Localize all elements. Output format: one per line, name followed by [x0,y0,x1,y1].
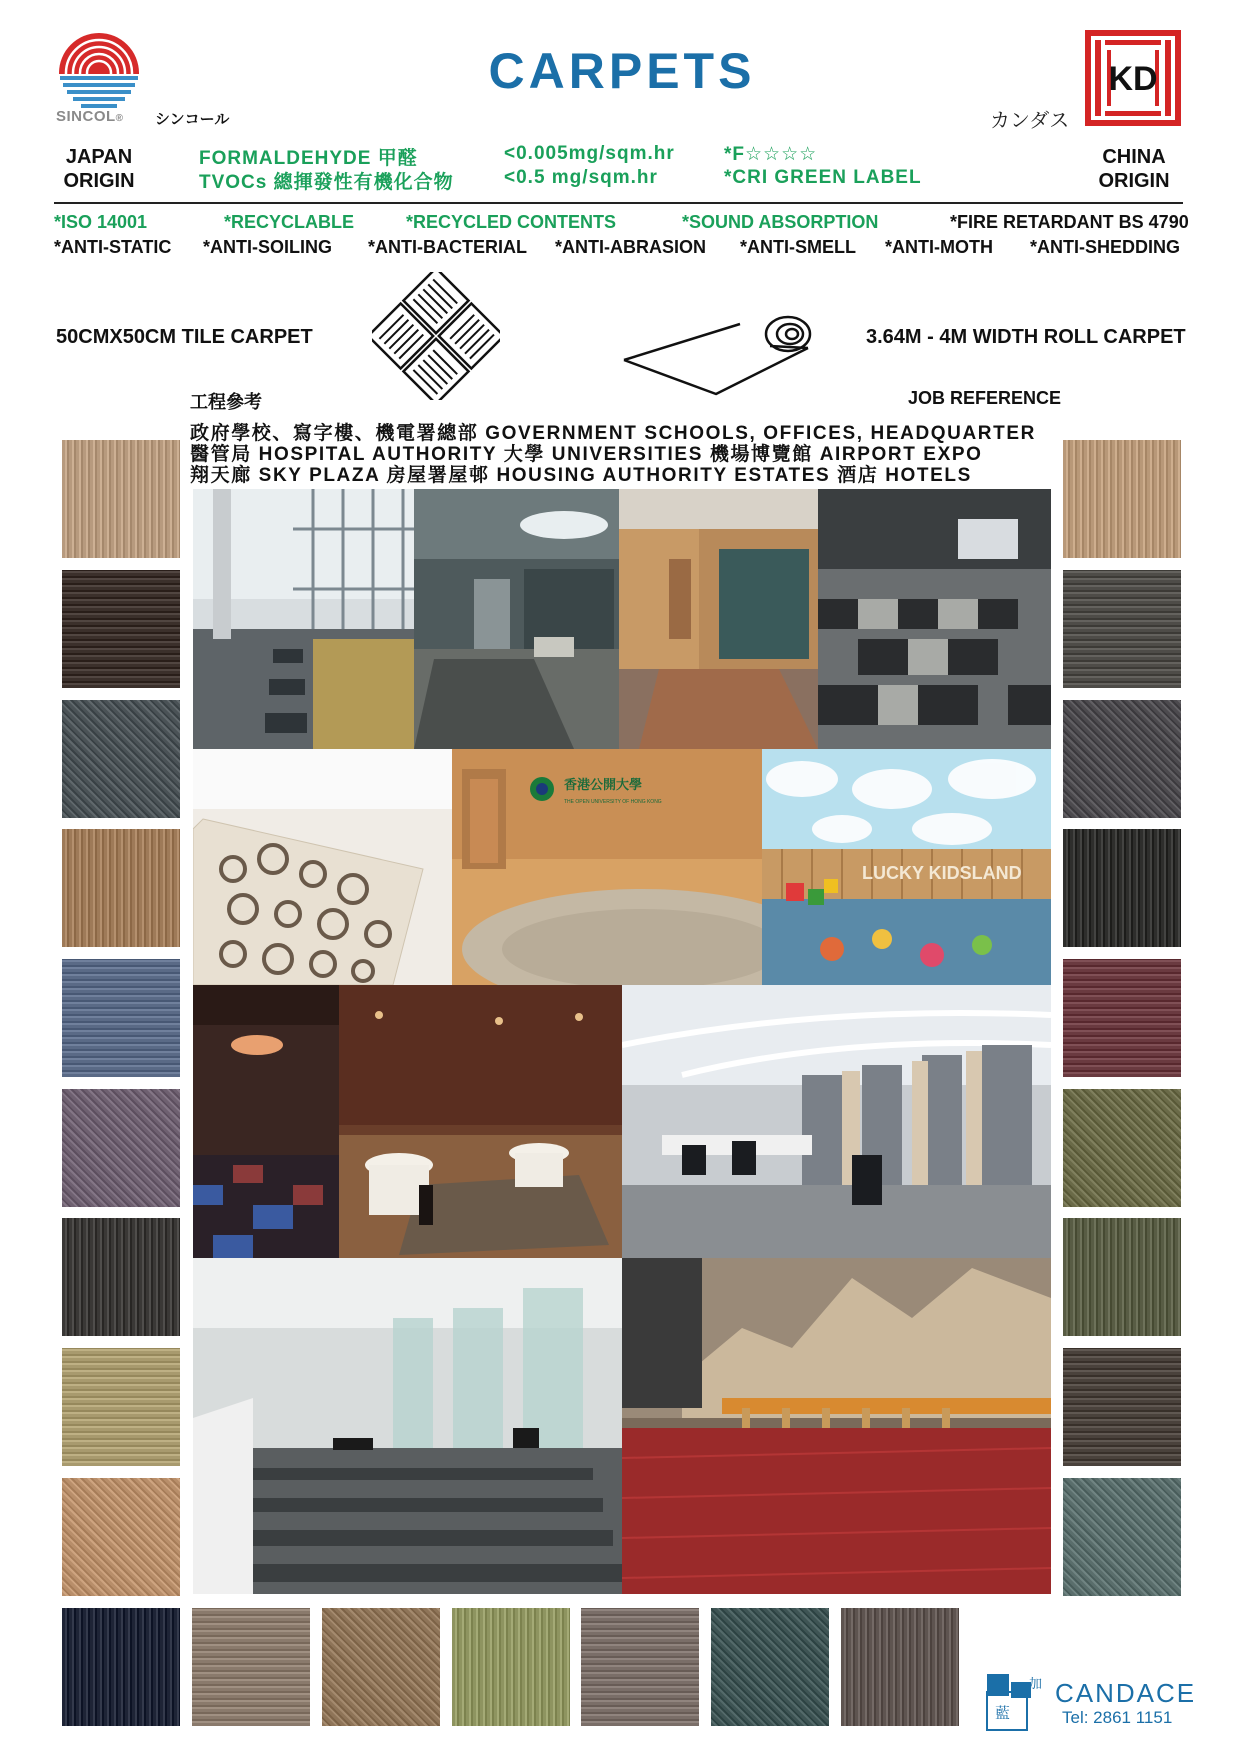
carpet-swatch [1063,1218,1181,1336]
photo-hotel-corridor [193,985,339,1258]
university-sign: 香港公開大學 [564,778,643,793]
page-title: CARPETS [488,43,756,99]
candace-logo [985,1672,1047,1732]
job-reference-heading-cn: 工程參考 [190,392,262,412]
carpet-swatch [62,1218,180,1336]
sincol-wordmark: SINCOL® [56,108,124,125]
photo-grey-lobby [414,489,619,749]
carpet-swatch [62,1348,180,1466]
formaldehyde-value: <0.005mg/sqm.hr [504,143,675,164]
feature-anti-shedding: *ANTI-SHEDDING [1030,237,1181,257]
tvoc-value: <0.5 mg/sqm.hr [504,167,658,188]
tvoc-grade: *CRI GREEN LABEL [724,167,922,188]
roll-carpet-label: 3.64M - 4M WIDTH ROLL CARPET [866,326,1186,348]
carpet-swatch [322,1608,440,1726]
carpet-swatch [581,1608,699,1726]
carpet-swatch [62,959,180,1077]
photo-office-hall [193,1258,622,1594]
photo-red-carpet-hall [622,1258,1051,1594]
tile-carpet-icon [372,272,500,400]
carpet-swatch [1063,829,1181,947]
header-divider [54,202,1183,204]
tile-carpet-label: 50CMX50CM TILE CARPET [56,326,313,348]
job-reference-line: 醫管局 HOSPITAL AUTHORITY 大學 UNIVERSITIES 機場博覽館 AIRPORT EXPO [190,444,983,465]
kd-mark: KD [1108,60,1158,98]
feature-anti-soiling: *ANTI-SOILING [203,237,332,257]
feature-sound-absorption: *SOUND ABSORPTION [682,212,879,232]
carpet-swatch [1063,1478,1181,1596]
photo-rug-room [193,749,452,985]
photo-checker-hall [818,489,1051,749]
carpet-swatch [62,829,180,947]
japan-origin: JAPAN ORIGIN [63,146,135,192]
feature-anti-static: *ANTI-STATIC [54,237,172,257]
kd-katakana: カンダス [990,108,1070,132]
job-reference-line: 翔天廊 SKY PLAZA 房屋署屋邨 HOUSING AUTHORITY ESTATES 酒店 HOTELS [190,465,972,486]
carpet-swatch [1063,440,1181,558]
feature-anti-smell: *ANTI-SMELL [740,237,856,257]
photo-dining-room [339,985,622,1258]
carpet-swatch [1063,700,1181,818]
feature-anti-abrasion: *ANTI-ABRASION [555,237,706,257]
candace-name: CANDACE [1055,1678,1197,1708]
carpet-swatch [62,700,180,818]
carpet-swatch [62,1478,180,1596]
kd-logo [1085,30,1181,126]
formaldehyde-label: FORMALDEHYDE 甲醛 [199,148,418,169]
photo-wood-corridor [619,489,818,749]
feature-iso: *ISO 14001 [54,212,148,232]
job-reference-line: 政府學校、寫字樓、機電署總部 GOVERNMENT SCHOOLS, OFFICES, HEADQUARTER [190,423,1036,444]
job-reference-heading-en: JOB REFERENCE [908,388,1062,408]
photo-kids-area [762,749,1051,985]
carpet-swatch [1063,1089,1181,1207]
photo-library [622,985,1051,1258]
feature-recycled-contents: *RECYCLED CONTENTS [406,212,617,232]
carpet-swatch [452,1608,570,1726]
photo-university-reception [452,749,762,985]
carpet-swatch [1063,570,1181,688]
tvoc-label: TVOCs 總揮發性有機化合物 [199,172,454,193]
carpet-swatch [1063,1348,1181,1466]
candace-glyph-top: 加 [1029,1677,1043,1692]
feature-fire-retardant: *FIRE RETARDANT BS 4790 [950,212,1189,232]
roll-carpet-icon [620,314,816,398]
carpet-swatch [62,570,180,688]
candace-tel: Tel: 2861 1151 [1062,1708,1173,1727]
carpet-swatch [62,440,180,558]
feature-recyclable: *RECYCLABLE [224,212,355,232]
carpet-swatch [192,1608,310,1726]
china-origin: CHINA ORIGIN [1098,146,1170,192]
candace-glyph-bottom: 藍 [995,1704,1011,1722]
feature-anti-moth: *ANTI-MOTH [885,237,993,257]
feature-anti-bacterial: *ANTI-BACTERIAL [368,237,527,257]
carpet-swatch [711,1608,829,1726]
formaldehyde-grade: *F☆☆☆☆ [724,144,818,165]
carpet-swatch [62,1089,180,1207]
sincol-katakana: シンコール [155,111,230,128]
carpet-swatch [1063,959,1181,1077]
carpet-swatch [62,1608,180,1726]
university-sign-en: THE OPEN UNIVERSITY OF HONG KONG [564,799,662,805]
carpet-swatch [841,1608,959,1726]
photo-atrium-corridor [193,489,414,749]
kids-sign: LUCKY KIDSLAND [862,863,1022,883]
